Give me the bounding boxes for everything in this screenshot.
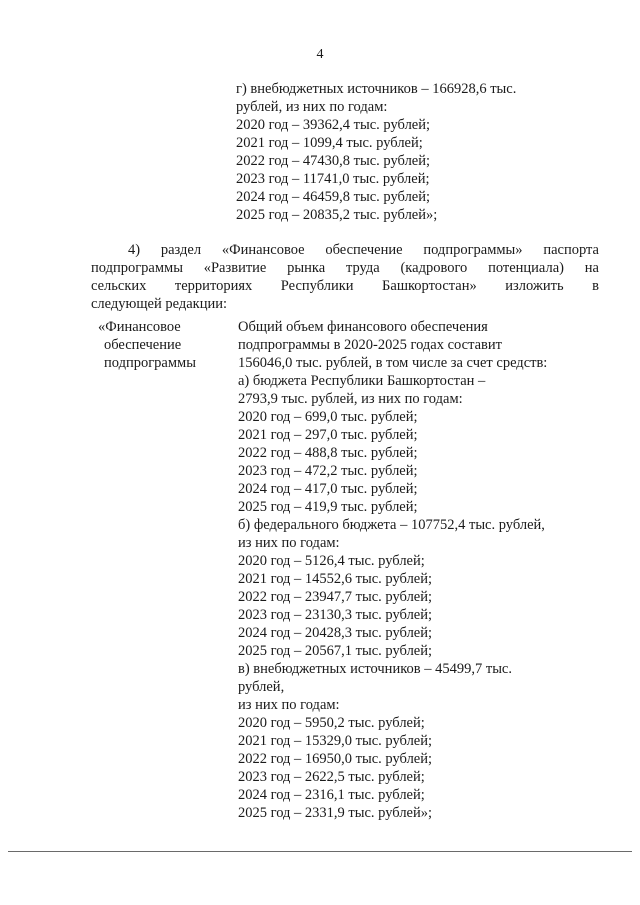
content-line: 2025 год – 419,9 тыс. рублей; [238, 499, 418, 515]
content-line: 2023 год – 472,2 тыс. рублей; [238, 463, 418, 479]
content-line: 2022 год – 16950,0 тыс. рублей; [238, 751, 433, 767]
content-line: из них по годам: [238, 535, 340, 551]
content-line: 2020 год – 699,0 тыс. рублей; [238, 409, 418, 425]
content-line: подпрограммы в 2020-2025 годах составит [238, 337, 502, 353]
content-line: 2023 год – 2622,5 тыс. рублей; [238, 769, 425, 785]
content-line: 2020 год – 5126,4 тыс. рублей; [238, 553, 425, 569]
content-line: 2023 год – 23130,3 тыс. рублей; [238, 607, 433, 623]
label-line: обеспечение [104, 337, 182, 353]
content-line: 2024 год – 20428,3 тыс. рублей; [238, 625, 433, 641]
text-line: 2025 год – 20835,2 тыс. рублей»; [236, 207, 438, 223]
content-line: из них по годам: [238, 697, 340, 713]
text-line: 2024 год – 46459,8 тыс. рублей; [236, 189, 431, 205]
text-line: 2021 год – 1099,4 тыс. рублей; [236, 135, 423, 151]
content-line: 2021 год – 15329,0 тыс. рублей; [238, 733, 433, 749]
content-line: 2025 год – 20567,1 тыс. рублей; [238, 643, 433, 659]
content-line: 2020 год – 5950,2 тыс. рублей; [238, 715, 425, 731]
text-line: г) внебюджетных источников – 166928,6 тыс. [236, 81, 517, 97]
paragraph-line: подпрограммы «Развитие рынка труда (кадрового потенциала) на [91, 260, 599, 276]
content-line: 2793,9 тыс. рублей, из них по годам: [238, 391, 463, 407]
content-line: 2021 год – 297,0 тыс. рублей; [238, 427, 418, 443]
paragraph-line: 4) раздел «Финансовое обеспечение подпрограммы» паспорта [128, 242, 599, 258]
content-line: 2024 год – 2316,1 тыс. рублей; [238, 787, 425, 803]
text-line: 2022 год – 47430,8 тыс. рублей; [236, 153, 431, 169]
content-line: рублей, [238, 679, 285, 695]
text-line: 2020 год – 39362,4 тыс. рублей; [236, 117, 431, 133]
content-line: в) внебюджетных источников – 45499,7 тыс. [238, 661, 512, 677]
amendment-paragraph [91, 241, 599, 313]
content-line: 2022 год – 23947,7 тыс. рублей; [238, 589, 433, 605]
table-content-column [238, 318, 547, 822]
paragraph-line: следующей редакции: [91, 296, 228, 312]
text-line: 2023 год – 11741,0 тыс. рублей; [236, 171, 430, 187]
content-line: 2022 год – 488,8 тыс. рублей; [238, 445, 418, 461]
content-line: б) федерального бюджета – 107752,4 тыс. рублей, [238, 517, 545, 533]
content-line: 2025 год – 2331,9 тыс. рублей»; [238, 805, 433, 821]
content-line: а) бюджета Республики Башкортостан – [238, 373, 486, 389]
content-line: 2024 год – 417,0 тыс. рублей; [238, 481, 418, 497]
content-line: Общий объем финансового обеспечения [238, 319, 488, 335]
content-line: 156046,0 тыс. рублей, в том числе за счет средств: [238, 355, 548, 371]
content-line: 2021 год – 14552,6 тыс. рублей; [238, 571, 433, 587]
footer-divider [8, 851, 632, 852]
page-number: 4 [316, 47, 324, 62]
label-line: «Финансовое [98, 319, 181, 335]
text-line: рублей, из них по годам: [236, 99, 388, 115]
funding-block-continuation [236, 80, 516, 224]
table-label-column [98, 318, 196, 372]
label-line: подпрограммы [104, 355, 196, 371]
paragraph-line: сельских территориях Республики Башкортостан» изложить в [91, 278, 599, 294]
